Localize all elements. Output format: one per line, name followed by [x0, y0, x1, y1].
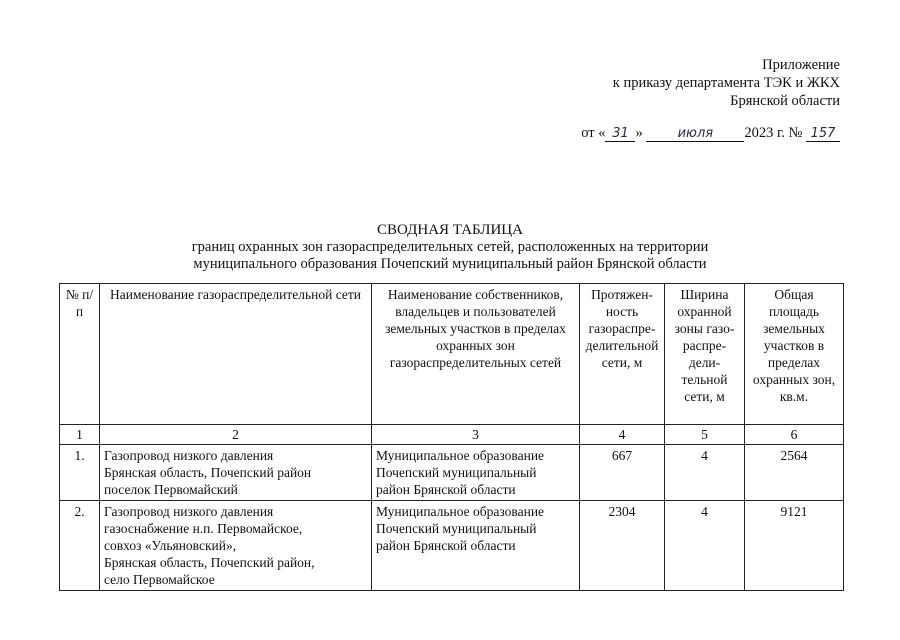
network-name-line: Газопровод низкого давления [104, 448, 274, 463]
network-name-line: Брянская область, Почепский район, [104, 555, 315, 570]
column-number-row [60, 425, 844, 445]
column-number: 6 [745, 425, 844, 445]
network-name-cell [100, 445, 372, 501]
network-name-line: Газопровод низкого давления [104, 504, 274, 519]
header-cell: Общая площадь земельных участков в пределах охранных зон, кв.м. [745, 284, 844, 425]
order-date-line [581, 124, 840, 142]
order-day: 31 [605, 127, 635, 142]
owner-line: район Брянской области [376, 482, 516, 497]
summary-table [59, 283, 844, 591]
order-mid: » [635, 125, 643, 141]
column-number: 4 [580, 425, 665, 445]
table-row [60, 445, 844, 501]
title-line-1: СВОДНАЯ ТАБЛИЦА [377, 222, 523, 238]
header-cell: Ширина охранной зоны газо-распре-дели-тельной сети, м [665, 284, 745, 425]
order-year: 2023 г. № [744, 125, 803, 141]
owner-line: район Брянской области [376, 538, 516, 553]
width-cell: 4 [665, 445, 745, 501]
owner-cell [372, 501, 580, 591]
network-name-line: совхоз «Ульяновский», [104, 538, 237, 553]
order-month: июля [646, 127, 744, 142]
title-line-3: муниципального образования Почепский муниципальный район Брянской области [193, 256, 707, 272]
network-name-line: Брянская область, Почепский район [104, 465, 312, 480]
network-name-line: газоснабжение н.п. Первомайское, [104, 521, 303, 536]
column-number: 5 [665, 425, 745, 445]
owner-line: Муниципальное образование [376, 504, 545, 519]
area-cell: 9121 [745, 501, 844, 591]
table-row [60, 501, 844, 591]
length-cell: 2304 [580, 501, 665, 591]
column-number: 2 [100, 425, 372, 445]
header-cell: Наименование собственников, владельцев и пользователей земельных участков в пределах охранных зон газораспределительных сетей [372, 284, 580, 425]
title-line-2: границ охранных зон газораспределительных сетей, расположенных на территории [191, 239, 709, 255]
appendix-line-3: Брянской области [730, 93, 840, 109]
appendix-block [613, 56, 840, 110]
owner-line: Муниципальное образование [376, 448, 545, 463]
column-number: 3 [372, 425, 580, 445]
appendix-line-2: к приказу департамента ТЭК и ЖКХ [612, 75, 840, 91]
owner-line: Почепский муниципальный [376, 465, 537, 480]
width-cell: 4 [665, 501, 745, 591]
document-title [0, 222, 900, 273]
appendix-line-1: Приложение [762, 57, 840, 73]
header-cell: Наименование газораспределительной сети [100, 284, 372, 425]
length-cell: 667 [580, 445, 665, 501]
row-number: 1. [60, 445, 100, 501]
table-header-row [60, 284, 844, 425]
owner-cell [372, 445, 580, 501]
column-number: 1 [60, 425, 100, 445]
network-name-line: поселок Первомайский [104, 482, 238, 497]
network-name-cell [100, 501, 372, 591]
row-number: 2. [60, 501, 100, 591]
order-prefix: от « [581, 125, 606, 141]
order-number: 157 [806, 127, 840, 142]
network-name-line: село Первомайское [104, 572, 215, 587]
header-cell: № п/п [60, 284, 100, 425]
owner-line: Почепский муниципальный [376, 521, 537, 536]
area-cell: 2564 [745, 445, 844, 501]
header-cell: Протяжен-ность газораспре-делительной сети, м [580, 284, 665, 425]
